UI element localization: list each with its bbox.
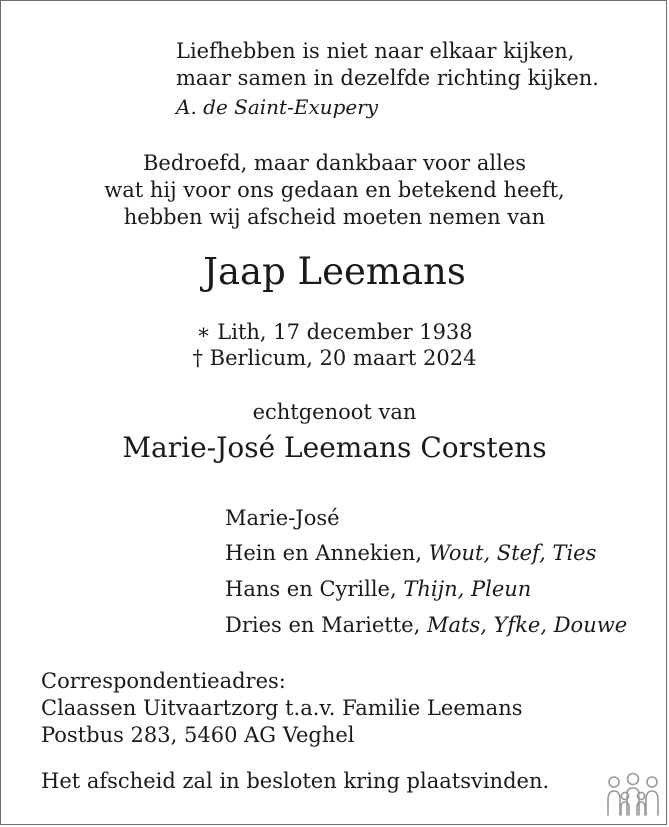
intro-line-3: hebben wij afscheid moeten nemen van [123,205,546,229]
quote-author: A. de Saint-Exupery [176,95,379,119]
family-line [225,612,627,638]
family-line [225,576,531,602]
family-names: Hein en Annekien, [225,541,422,565]
family-names: Marie-José [225,506,340,530]
deceased-name: Jaap Leemans [203,250,466,293]
quote-line-2: maar samen in dezelfde richting kijken. [176,66,599,90]
family-people-icon [607,772,659,818]
intro-line-2: wat hij voor ons gedaan en betekend heeft, [104,178,565,202]
family-line [225,505,340,531]
correspondence-line-2: Postbus 283, 5460 AG Veghel [41,723,355,747]
quote-line-1: Liefhebben is niet naar elkaar kijken, [176,39,575,63]
family-names: Hans en Cyrille, [225,577,397,601]
correspondence-line-1: Claassen Uitvaartzorg t.a.v. Familie Leemans [41,696,523,720]
family-line [225,540,596,566]
family-names: Dries en Mariette, [225,613,421,637]
grandchildren-names: Mats, Yfke, Douwe [426,613,628,637]
birth-info: ∗ Lith, 17 december 1938 [196,320,473,344]
grandchildren-names: Wout, Stef, Ties [428,541,597,565]
spouse-label: echtgenoot van [252,400,417,424]
spouse-name: Marie-José Leemans Corstens [122,431,547,464]
correspondence-label: Correspondentieadres: [41,669,286,693]
death-info: † Berlicum, 20 maart 2024 [192,346,477,370]
grandchildren-names: Thijn, Pleun [403,577,532,601]
closing-text: Het afscheid zal in besloten kring plaatsvinden. [41,769,550,793]
intro-line-1: Bedroefd, maar dankbaar voor alles [142,151,527,175]
